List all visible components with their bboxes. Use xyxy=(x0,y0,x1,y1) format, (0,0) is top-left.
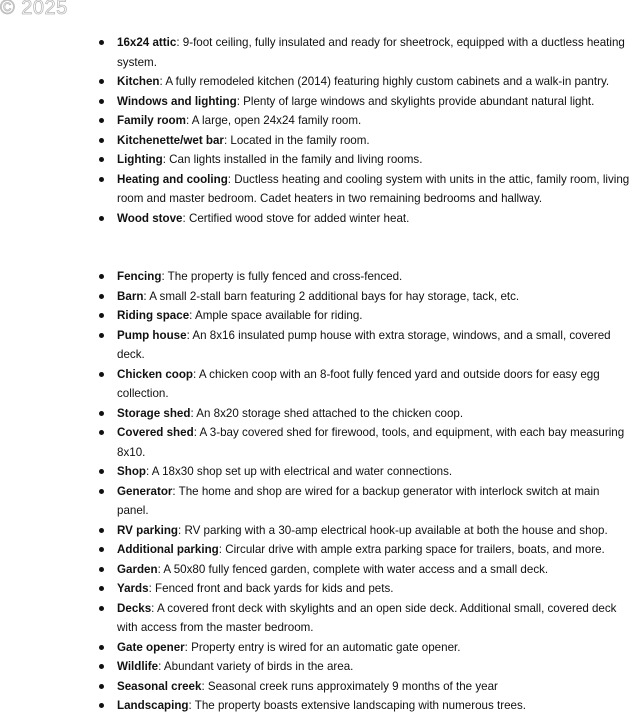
feature-description: : An 8x20 storage shed attached to the chicken coop. xyxy=(190,406,464,420)
list-item xyxy=(117,677,632,697)
feature-description: : Certified wood stove for added winter heat. xyxy=(182,211,410,225)
feature-description: : Abundant variety of birds in the area. xyxy=(158,660,354,673)
list-item xyxy=(117,579,632,599)
feature-term: Kitchen xyxy=(117,75,160,88)
list-item xyxy=(117,404,632,424)
feature-description: : A large, open 24x24 family room. xyxy=(185,114,362,127)
feature-description: : A 3-bay covered shed for firewood, tools, and equipment, with each bay measuring 8x10. xyxy=(117,426,625,459)
bullet-icon xyxy=(99,684,104,689)
feature-description: : The property is fully fenced and cross-fenced. xyxy=(161,270,403,283)
bullet-icon xyxy=(99,528,104,533)
list-item xyxy=(117,92,632,112)
list-item xyxy=(117,423,632,462)
feature-term: RV parking xyxy=(117,523,178,537)
feature-description: : Plenty of large windows and skylights provide abundant natural light. xyxy=(236,94,595,108)
feature-term: Windows and lighting xyxy=(117,94,237,108)
feature-term: Heating and cooling xyxy=(117,172,228,186)
list-item xyxy=(117,560,632,580)
feature-term: Wildlife xyxy=(117,660,159,673)
bullet-icon xyxy=(99,138,104,143)
feature-description: : Property entry is wired for an automatic gate opener. xyxy=(184,640,461,654)
list-item xyxy=(117,72,632,92)
bullet-icon xyxy=(99,118,104,123)
bullet-icon xyxy=(99,216,104,221)
feature-term: Barn xyxy=(117,289,144,303)
bullet-icon xyxy=(99,645,104,650)
list-item xyxy=(117,170,632,209)
bullet-icon xyxy=(99,99,104,104)
feature-description: : 9-foot ceiling, fully insulated and ready for sheetrock, equipped with a ductless heating system. xyxy=(117,36,625,69)
feature-term: Covered shed xyxy=(117,426,194,439)
feature-description: : RV parking with a 30-amp electrical hook-up available at both the house and shop. xyxy=(178,523,608,537)
feature-term: Wood stove xyxy=(117,211,183,225)
bullet-icon xyxy=(99,430,104,435)
bullet-icon xyxy=(99,567,104,572)
feature-description: : Circular drive with ample extra parking space for trailers, boats, and more. xyxy=(218,543,605,556)
house-features-list xyxy=(117,33,632,228)
feature-description: : Can lights installed in the family and living rooms. xyxy=(162,153,423,166)
list-item xyxy=(117,482,632,521)
feature-term: Chicken coop xyxy=(117,367,194,381)
feature-term: Riding space xyxy=(117,309,190,322)
list-item xyxy=(117,209,632,229)
feature-term: Kitchenette/wet bar xyxy=(117,133,224,147)
list-item xyxy=(117,696,632,716)
bullet-icon xyxy=(99,547,104,552)
list-item xyxy=(117,287,632,307)
feature-term: Decks xyxy=(117,601,152,615)
bullet-icon xyxy=(99,469,104,474)
list-item xyxy=(117,540,632,560)
list-item xyxy=(117,131,632,151)
bullet-icon xyxy=(99,313,104,318)
bullet-icon xyxy=(99,40,104,45)
list-item xyxy=(117,326,632,365)
list-item xyxy=(117,521,632,541)
feature-description: : A 18x30 shop set up with electrical and water connections. xyxy=(145,465,453,478)
bullet-icon xyxy=(99,274,104,279)
feature-description: : A 50x80 fully fenced garden, complete with water access and a small deck. xyxy=(157,562,549,576)
list-item xyxy=(117,150,632,170)
feature-term: Pump house xyxy=(117,328,187,342)
bullet-icon xyxy=(99,586,104,591)
feature-description: : Fenced front and back yards for kids and pets. xyxy=(148,582,394,595)
bullet-icon xyxy=(99,489,104,494)
feature-description: : The property boasts extensive landscaping with numerous trees. xyxy=(188,699,526,712)
list-item xyxy=(117,599,632,638)
list-item xyxy=(117,462,632,482)
bullet-icon xyxy=(99,411,104,416)
feature-description: : Seasonal creek runs approximately 9 months of the year xyxy=(201,679,498,693)
list-item xyxy=(117,306,632,326)
feature-term: Landscaping xyxy=(117,699,189,712)
feature-term: Storage shed xyxy=(117,406,191,420)
bullet-icon xyxy=(99,177,104,182)
feature-term: Generator xyxy=(117,484,173,498)
list-item xyxy=(117,111,632,131)
property-features-list xyxy=(117,267,632,716)
bullet-icon xyxy=(99,703,104,708)
list-item xyxy=(117,365,632,404)
feature-description: : A covered front deck with skylights and an open side deck. Additional small, covered deck with access from the master bedroom. xyxy=(117,601,617,634)
feature-term: Lighting xyxy=(117,153,163,166)
list-item xyxy=(117,638,632,658)
feature-term: Shop xyxy=(117,465,146,478)
feature-description: : A small 2-stall barn featuring 2 additional bays for hay storage, tack, etc. xyxy=(143,289,520,303)
list-item xyxy=(117,267,632,287)
feature-term: Yards xyxy=(117,582,149,595)
feature-term: Seasonal creek xyxy=(117,679,202,693)
list-item xyxy=(117,33,632,72)
feature-description: : Ample space available for riding. xyxy=(189,309,363,322)
list-item xyxy=(117,657,632,677)
bullet-icon xyxy=(99,606,104,611)
feature-description: : The home and shop are wired for a backup generator with interlock switch at main panel. xyxy=(117,484,600,517)
feature-term: Family room xyxy=(117,114,186,127)
feature-term: Additional parking xyxy=(117,543,219,556)
bullet-icon xyxy=(99,157,104,162)
feature-term: 16x24 attic xyxy=(117,36,177,49)
copyright-watermark: © 2025 xyxy=(0,0,68,19)
bullet-icon xyxy=(99,333,104,338)
bullet-icon xyxy=(99,372,104,377)
feature-term: Fencing xyxy=(117,270,162,283)
feature-term: Garden xyxy=(117,562,158,576)
feature-description: : Located in the family room. xyxy=(223,133,370,147)
feature-description: : A fully remodeled kitchen (2014) featuring highly custom cabinets and a walk-in pantry. xyxy=(159,75,610,88)
feature-term: Gate opener xyxy=(117,640,185,654)
feature-description: : An 8x16 insulated pump house with extra storage, windows, and a small, covered deck. xyxy=(117,328,611,361)
feature-description: : A chicken coop with an 8-foot fully fenced yard and outside doors for easy egg collection. xyxy=(117,367,600,400)
bullet-icon xyxy=(99,79,104,84)
bullet-icon xyxy=(99,664,104,669)
feature-description: : Ductless heating and cooling system with units in the attic, family room, living room and master bedroom. Cadet heaters in two remaining bedrooms and hallway. xyxy=(117,172,630,205)
bullet-icon xyxy=(99,294,104,299)
